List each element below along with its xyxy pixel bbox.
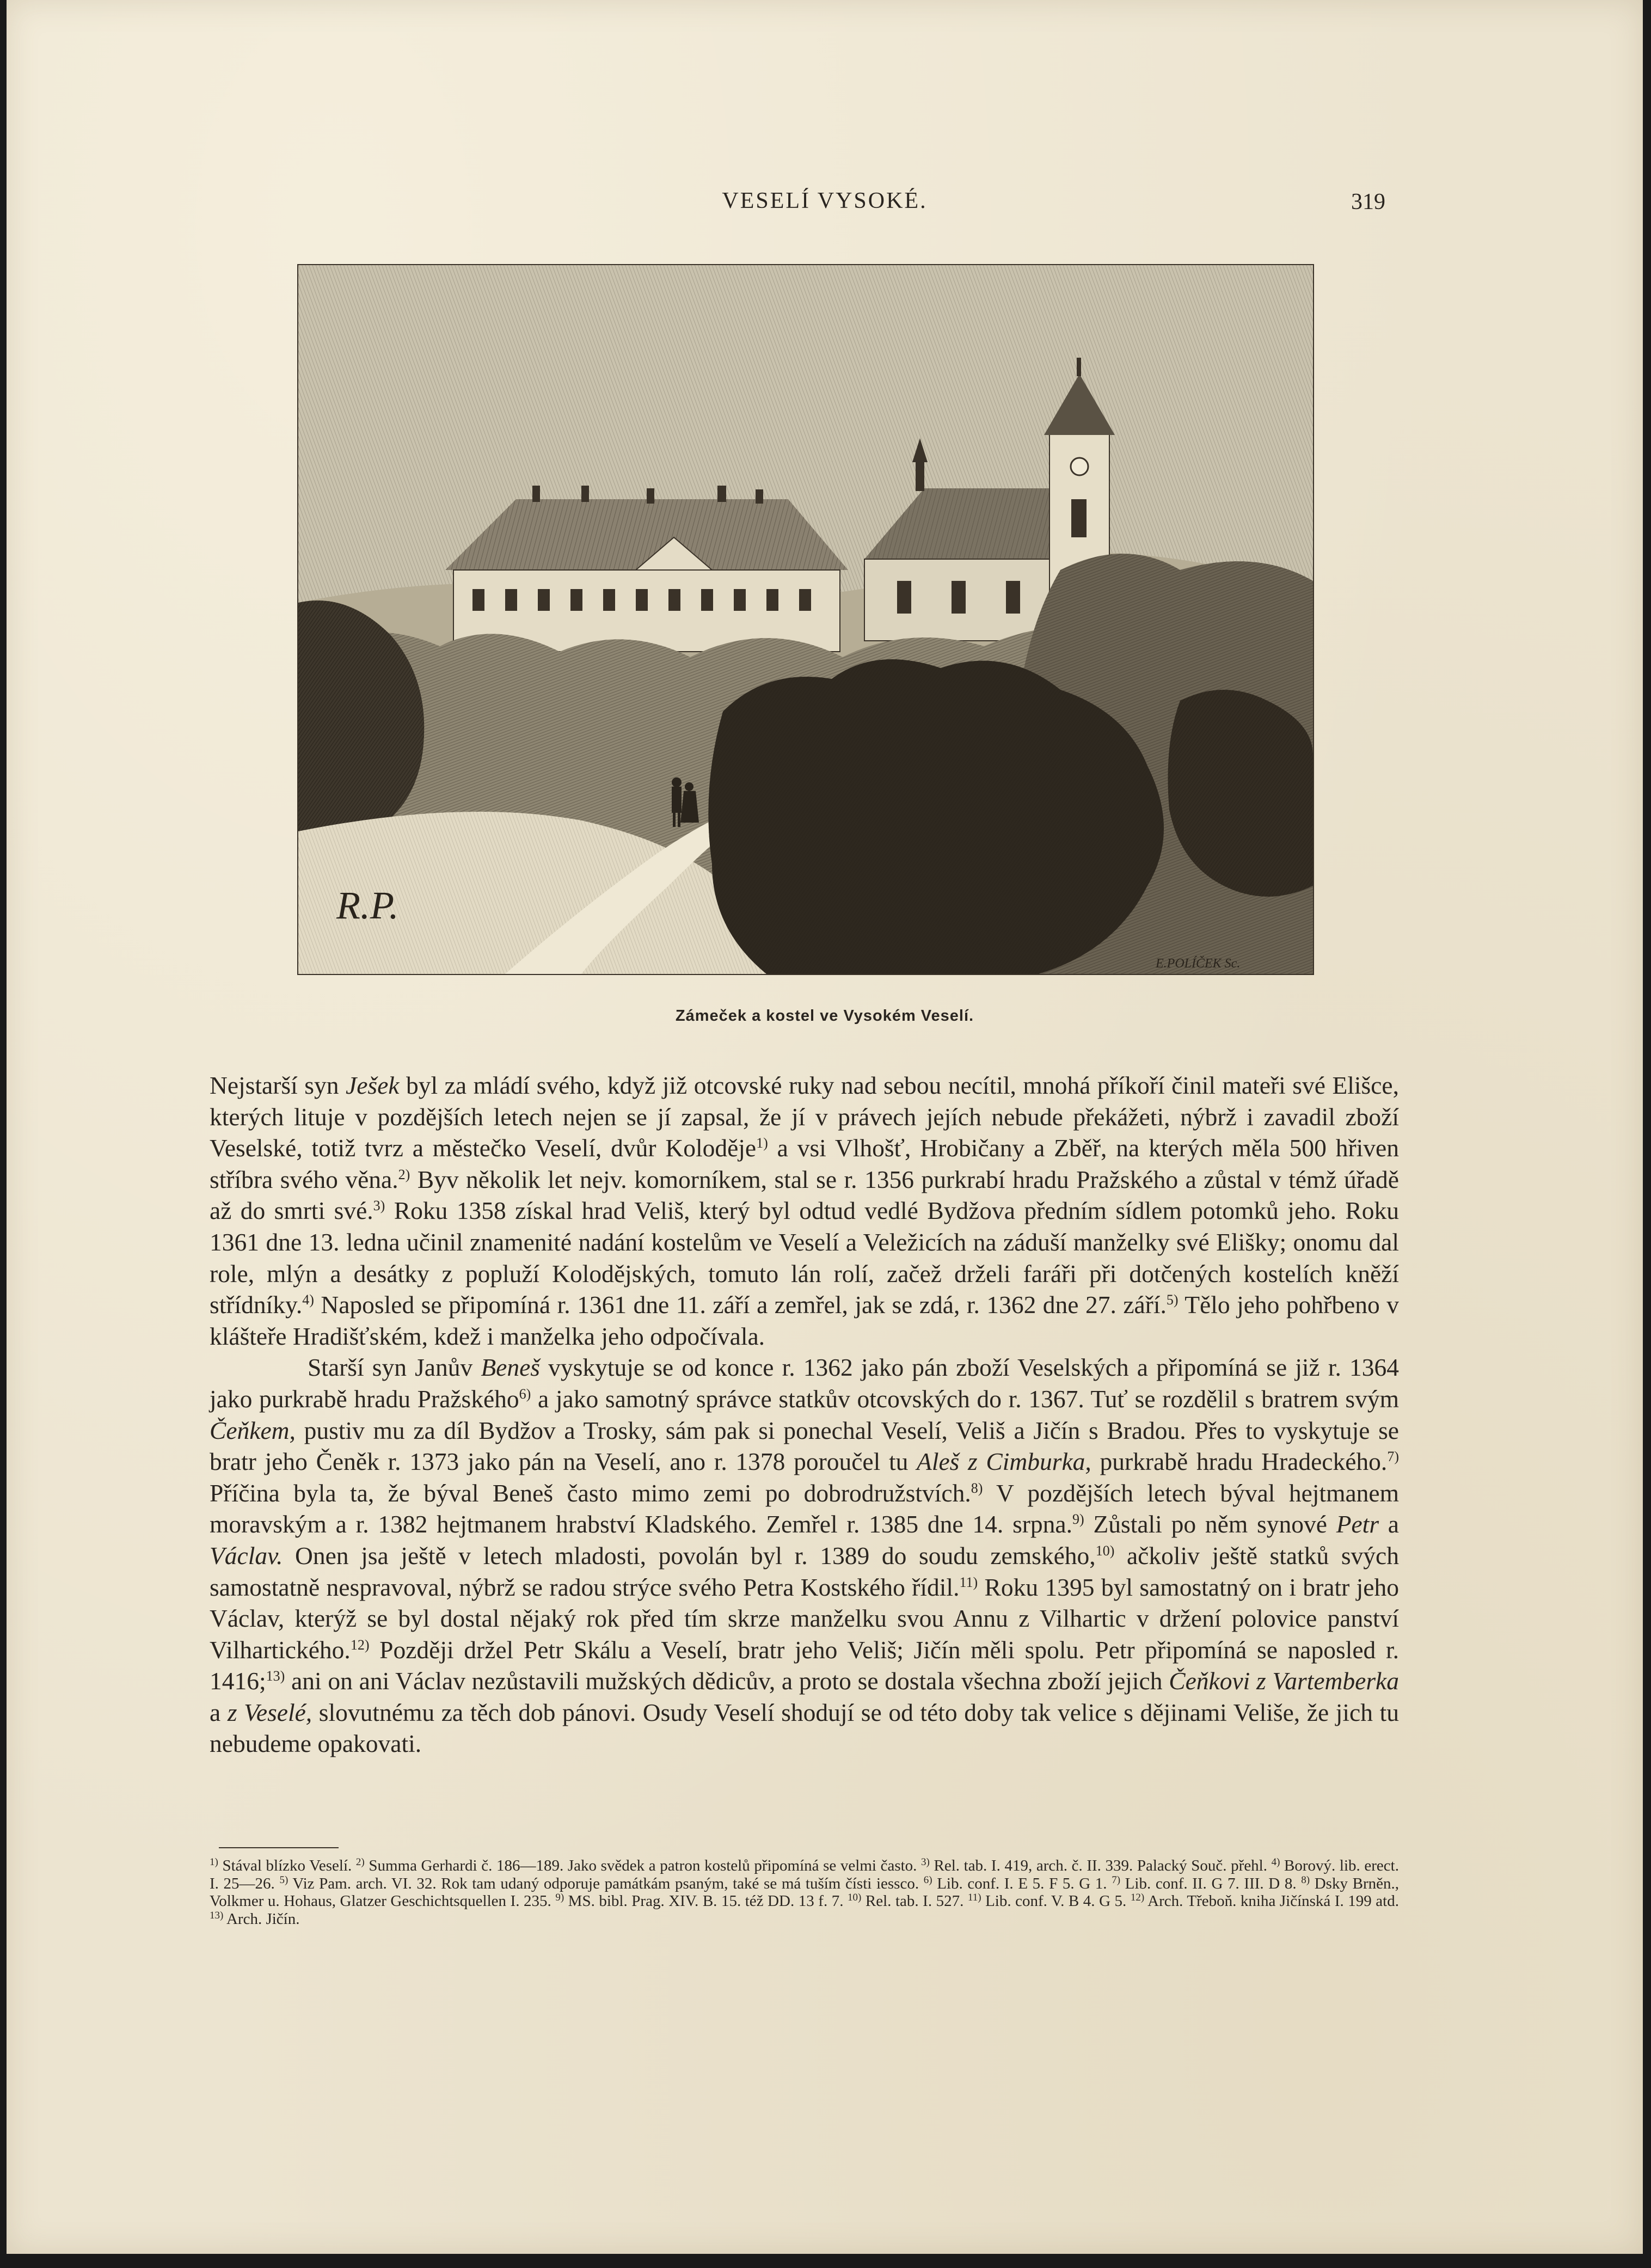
italic-name: Petr bbox=[1336, 1510, 1379, 1538]
text-run: Naposled se připomíná r. 1361 dne 11. září a zemřel, jak se zdá, r. 1362 dne 27. září. bbox=[314, 1291, 1167, 1319]
page-number: 319 bbox=[1351, 189, 1385, 214]
footnote-ref: 4) bbox=[302, 1292, 314, 1308]
main-text bbox=[210, 1070, 1399, 1760]
text-run: Rel. tab. I. 527. bbox=[861, 1892, 968, 1910]
text-run: V pozdějších letech býval hejtmanem moravským a r. 1382 hejtmanem hrabství Kladského. Zemřel r. 1385 dne 14. srpna. bbox=[210, 1479, 1399, 1538]
text-run: MS. bibl. Prag. XIV. B. 15. též DD. 13 f. 7. bbox=[564, 1892, 848, 1910]
footnote-ref: 12) bbox=[1130, 1892, 1145, 1903]
footnote-ref: 7) bbox=[1387, 1449, 1399, 1465]
text-run: Onen jsa ještě v letech mladosti, povolán byl r. 1389 do soudu zemského, bbox=[283, 1541, 1096, 1570]
text-run: Arch. Třeboň. kniha Jičínská I. 199 atd. bbox=[1144, 1892, 1399, 1910]
text-run: Nejstarší syn bbox=[210, 1071, 346, 1099]
footnote-ref: 9) bbox=[555, 1892, 564, 1903]
footnote-ref: 1) bbox=[756, 1135, 768, 1151]
text-run: vyskytuje se od konce r. 1362 jako pán zboží Veselských a připomíná se již r. 1364 jako purkrabě hradu Pražského bbox=[210, 1353, 1400, 1413]
illustration-monogram: R.P. bbox=[336, 884, 399, 927]
text-run: Zůstali po něm synové bbox=[1084, 1510, 1336, 1538]
footnote-ref: 8) bbox=[1301, 1874, 1310, 1886]
text-run: Tělo jeho pohřbeno v klášteře Hradišťském, kdež i manželka jeho odpočívala. bbox=[210, 1291, 1399, 1350]
text-run: ačkoliv ještě statků svých samostatně nespravoval, nýbrž se radou strýce svého Petra Kostského řídil. bbox=[210, 1541, 1400, 1601]
engraving-illustration bbox=[297, 264, 1314, 975]
footnotes bbox=[210, 1857, 1399, 1928]
text-run: a bbox=[1379, 1510, 1400, 1538]
text-run: a jako samotný správce statkův otcovských do r. 1367. Tuť se rozdělil s bratrem svým bbox=[531, 1384, 1399, 1413]
text-run: Rel. tab. I. 419, arch. č. II. 339. Palacký Souč. přehl. bbox=[929, 1857, 1272, 1874]
text-run: Roku 1358 získal hrad Veliš, který byl odtud vedlé Bydžova předním sídlem potomků jeho. Roku 1361 dne 13. ledna učinil znamenité nadání kostelům ve Veselí a Veležicích na záduší manželky své Elišky; onomu dal role, mlýn a desátky z popluží Kolodějských, tomuto lán rolí, začež drželi faráři při dotčených kostelích kněží střídníky. bbox=[210, 1197, 1400, 1319]
footnote-ref: 4) bbox=[1271, 1856, 1280, 1868]
footnote-ref: 2) bbox=[398, 1166, 410, 1182]
italic-name: Václav. bbox=[210, 1541, 283, 1570]
footnote-ref: 11) bbox=[959, 1574, 978, 1590]
text-run: Roku 1395 byl samostatný on i bratr jeho Václav, kterýž se byl dostal nějaký rok před tím skrze manželku svou Annu z Vilhartic v držení polovice panství Vilhartického. bbox=[210, 1573, 1399, 1664]
text-run: Viz Pam. arch. VI. 32. Rok tam udaný odporuje památkám psaným, také se má tuším čísti iessco. bbox=[288, 1874, 924, 1892]
footnote-ref: 6) bbox=[923, 1874, 932, 1886]
italic-name: Aleš z Cimburka, bbox=[917, 1448, 1091, 1476]
text-run: byl za mládí svého, když již otcovské ruky nad sebou necítil, mnohá příkoří činil mateři své Elišce, kterých lituje v pozdějších letech nejen se jí zapsal, že jí v právech jejích nebude překážeti, nýbrž i zavadil zboží Veselské, totiž tvrz a městečko Veselí, dvůr Koloděje bbox=[210, 1071, 1399, 1162]
paragraph bbox=[210, 1070, 1399, 1352]
footnote-ref: 10) bbox=[848, 1892, 862, 1903]
text-run: Stával blízko Veselí. bbox=[218, 1857, 356, 1874]
book-page bbox=[7, 0, 1643, 2254]
text-run: Příčina byla ta, že býval Beneš často mimo zemi po dobrodružstvích. bbox=[210, 1479, 971, 1507]
footnote-ref: 5) bbox=[279, 1874, 289, 1886]
text-run: Byv několik let nejv. komorníkem, stal se r. 1356 purkrabí hradu Pražského a zůstal v témž úřadě až do smrti své. bbox=[210, 1165, 1399, 1225]
italic-name: Beneš bbox=[481, 1353, 541, 1382]
text-run: ani on ani Václav nezůstavili mužských dědicův, a proto se dostala všechna zboží jejich bbox=[285, 1667, 1169, 1695]
text-run: slovutnému za těch dob pánovi. Osudy Veselí shodují se od této doby tak velice s dějinami Veliše, že jich tu nebudeme opakovati. bbox=[210, 1698, 1400, 1758]
text-run: pustiv mu za díl Bydžov a Trosky, sám pak si ponechal Veselí, Veliš a Jičín s Bradou. Přes to vyskytuje se bratr jeho Čeněk r. 1373 jako pán na Veselí, ano r. 1378 poroučel tu bbox=[210, 1416, 1399, 1476]
italic-name: z Veselé, bbox=[227, 1698, 312, 1726]
footnote-ref: 5) bbox=[1166, 1292, 1179, 1308]
footnote-ref: 6) bbox=[519, 1386, 531, 1402]
footnote-ref: 13) bbox=[210, 1909, 224, 1921]
text-run: a bbox=[210, 1698, 228, 1726]
text-run: Lib. conf. I. E 5. F 5. G 1. bbox=[932, 1874, 1112, 1892]
footnote-ref: 2) bbox=[355, 1856, 365, 1868]
castle-church-engraving-icon bbox=[298, 265, 1313, 974]
text-run: Starší syn Janův bbox=[308, 1353, 481, 1382]
text-run: purkrabě hradu Hradeckého. bbox=[1091, 1448, 1388, 1476]
text-run: Dsky Brněn., Volkmer u. Hohaus, Glatzer Geschichtsquellen I. 235. bbox=[210, 1874, 1399, 1910]
engraver-signature: E.POLÍČEK Sc. bbox=[1156, 957, 1241, 971]
footnote-ref: 3) bbox=[921, 1856, 930, 1868]
footnote-ref: 11) bbox=[967, 1892, 981, 1903]
footnote-ref: 1) bbox=[210, 1856, 218, 1868]
text-run: Později držel Petr Skálu a Veselí, bratr jeho Veliš; Jičín měli spolu. Petr připomíná se naposled r. 1416; bbox=[210, 1635, 1399, 1695]
footnote-ref: 12) bbox=[350, 1636, 370, 1653]
text-run: Lib. conf. V. B 4. G 5. bbox=[981, 1892, 1131, 1910]
footnote-ref: 13) bbox=[266, 1668, 285, 1684]
text-run: Summa Gerhardi č. 186—189. Jako svědek a patron kostelů připomíná se velmi často. bbox=[364, 1857, 922, 1874]
text-run: Arch. Jičín. bbox=[223, 1910, 300, 1928]
footnote-ref: 9) bbox=[1072, 1511, 1084, 1528]
footnote-divider bbox=[219, 1847, 339, 1848]
italic-name: Čeňkem, bbox=[210, 1416, 296, 1444]
footnote-ref: 8) bbox=[971, 1480, 983, 1496]
italic-name: Čeňkovi z Vartemberka bbox=[1169, 1667, 1399, 1695]
text-run: Lib. conf. II. G 7. III. D 8. bbox=[1120, 1874, 1302, 1892]
footnote-ref: 7) bbox=[1112, 1874, 1121, 1886]
paragraph bbox=[210, 1352, 1399, 1760]
footnote-ref: 10) bbox=[1095, 1542, 1115, 1559]
italic-name: Ješek bbox=[346, 1071, 400, 1099]
text-run: Borový. lib. erect. I. 25—26. bbox=[210, 1857, 1399, 1892]
illustration-caption: Zámeček a kostel ve Vysokém Veselí. bbox=[675, 1007, 974, 1025]
text-run: a vsi Vlhošť, Hrobičany a Zběř, na kterých měla 500 hřiven stříbra svého věna. bbox=[210, 1134, 1399, 1193]
footnote-ref: 3) bbox=[373, 1198, 385, 1214]
running-head: VESELÍ VYSOKÉ. bbox=[722, 188, 928, 213]
